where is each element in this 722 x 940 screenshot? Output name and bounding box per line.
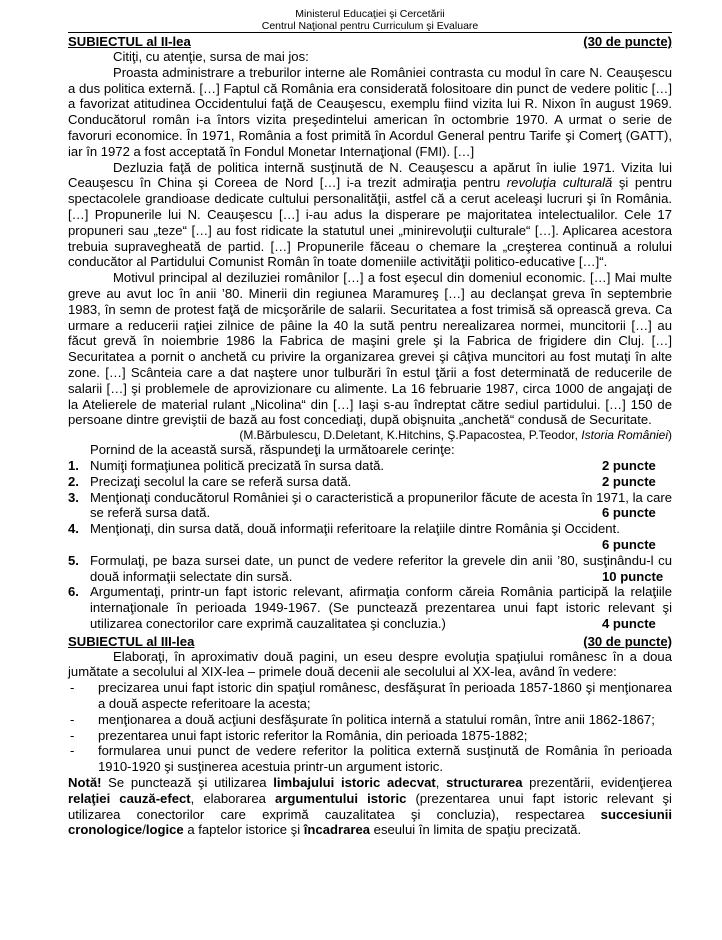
question-number: 1. <box>68 457 79 473</box>
question-points: 10 puncte <box>602 568 664 584</box>
note: Notă! Se punctează şi utilizarea limbajului istoric adecvat, structurarea prezentării, evidenţierea relaţiei cauză-efect, elaborarea argumentului istoric (prezentarea unui fapt istoric relevant şi utilizarea conectorilor care exprimă cauzalitatea şi concluzia), respectarea succesiunii cronologice/logice a faptelor istorice şi încadrarea eseului în limita de spaţiu precizată. <box>68 775 672 838</box>
question-item <box>68 458 672 474</box>
question-points: 6 puncte <box>602 536 656 552</box>
questions-intro: Pornind de la această sursă, răspundeţi la următoarele cerinţe: <box>90 442 455 458</box>
ministry-name: Ministerul Educaţiei şi Cercetării <box>295 8 445 20</box>
requirement-text: menţionarea a două acţiuni desfăşurate în politica internă a statului român, între anii 1862-1867; <box>98 711 655 727</box>
bullet: - <box>70 711 75 727</box>
question-text: Menţionaţi conducătorul României şi o caracteristică a propunerilor făcute de acesta în 1971, la care se referă sursa dată. 6 puncte <box>90 489 672 521</box>
question-item <box>68 490 672 522</box>
section-2-heading <box>68 34 672 49</box>
source-citation: (M.Bărbulescu, D.Deletant, K.Hitchins, Ş.Papacostea, P.Teodor, Istoria României) <box>239 428 672 443</box>
question-item <box>68 474 672 490</box>
bullet: - <box>70 680 75 696</box>
instruction: Citiţi, cu atenţie, sursa de mai jos: <box>113 49 309 64</box>
source-paragraph-2: Dezluzia faţă de politica internă susţinută de N. Ceauşescu a apărut în iulie 1971. Vizita lui Ceauşescu în China şi Coreea de Nord […] i-a trezit admiraţia pentru revoluţia culturală şi pentru spectacolele grandioase dedicate cultului personalităţii, astfel că a cerut aceleaşi lucruri şi în România. […] Propunerile lui N. Ceauşescu […] i-au adus la disperare pe majoritatea intelectualilor. Cele 17 propuneri sau „teze“ […] au fost ridicate la statutul unei „minirevoluţii culturale“ […]. Aplicarea acestora trebuia supravegheată de partid. […] Propunerile făceau o chemare la „creşterea continuă a rolului conducător al Partidului Comunist Român în toate domeniile activităţii politico-educative […]“. <box>68 159 672 270</box>
question-points: 6 puncte <box>602 505 656 521</box>
section-2-title: SUBIECTUL al II-lea <box>68 34 191 49</box>
essay-requirement <box>68 743 672 775</box>
essay-requirement <box>68 680 672 712</box>
bullet: - <box>70 727 75 743</box>
requirement-text: formularea unui punct de vedere referitor la politica externă susţinută de România în perioada 1910-1920 şi susţinerea acestuia printr-un argument istoric. <box>98 743 672 775</box>
question-points: 4 puncte <box>602 615 656 631</box>
question-number: 3. <box>68 489 79 505</box>
section-3-points: (30 de puncte) <box>583 633 672 649</box>
center-name: Centrul Naţional pentru Curriculum şi Evaluare <box>68 20 672 33</box>
question-item <box>68 553 672 585</box>
question-number: 2. <box>68 473 79 489</box>
section-3-title: SUBIECTUL al III-lea <box>68 633 195 649</box>
question-text: Menţionaţi, din sursa dată, două informaţii referitoare la relaţiile dintre România şi Occident. 6 puncte <box>90 521 672 553</box>
source-paragraph-3: Motivul principal al deziluziei românilor […] a fost eşecul din domeniul economic. […] Mai multe greve au avut loc în anii ’80. Minerii din regiunea Maramureş […] au declanşat greva în septembrie 1983, în semn de protest faţă de micşorările de salarii. Securitatea a fost trimisă să oprească greva. Ca urmare a reducerii raţiei zilnice de pâine la 40 la sută pentru nerealizarea normei, muncitorii […] au făcut grevă în noiembrie 1986 la Fabrica de maşini grele şi la Fabrica de frigidere din Cluj. […] Securitatea a pornit o anchetă cu privire la organizarea grevei şi câţiva muncitori au fost mutaţi în alte zone. […] Scânteia care a dat naştere unor tulburări în estul ţării a fost determinată de reducerile de salarii […] şi problemele de aprovizionare cu alimente. La 16 februarie 1987, circa 1000 de angajaţi de la Atelierele de material rulant „Nicolina“ din […] Iaşi s-au îndreptat către sediul partidului. […] 150 de persoane dintre greviştii de bază au fost concediaţi, după obişnuita „anchetă“ condusă de Securitate. <box>68 270 672 428</box>
question-text: Numiţi formaţiunea politică precizată în sursa dată. 2 puncte <box>90 458 672 474</box>
question-item <box>68 521 672 553</box>
question-item <box>68 584 672 631</box>
essay-requirements <box>68 680 672 775</box>
question-text: Formulaţi, pe baza sursei date, un punct de vedere referitor la grevele din anii ’80, susţinându-l cu două informaţii selectate din sursă. 10 puncte <box>90 552 672 584</box>
essay-intro: Elaboraţi, în aproximativ două pagini, un eseu despre evoluţia spaţiului românesc în a doua jumătate a secolului al XIX-lea – primele două decenii ale secolului al XX-lea, având în vedere: <box>68 648 672 680</box>
question-number: 4. <box>68 521 79 537</box>
question-number: 6. <box>68 584 79 600</box>
question-text: Argumentaţi, printr-un fapt istoric relevant, afirmaţia conform căreia România participă la relaţiile internaţionale în perioada 1949-1967. (Se punctează prezentarea unui fapt istoric relevant şi utilizarea conectorilor care exprimă cauzalitatea şi concluzia.) 4 puncte <box>90 584 672 631</box>
source-paragraph-1: Proasta administrare a treburilor interne ale României contrasta cu modul în care N. Ceauşescu a dus politica externă. […] Faptul că România era considerată folositoare din punct de vedere politic […] a favorizat atitudinea Occidentului faţă de Ceauşescu, exemplu fiind vizita lui R. Nixon în august 1969. Conducătorul român i-a întors vizita preşedintelui american în octombrie 1970. A urmat o serie de favoruri economice. În 1971, România a fost primită în Acordul General pentru Tarife şi Comerţ (GATT), iar în 1972 a fost acceptată în Fondul Monetar Internaţional (FMI). […] <box>68 64 672 159</box>
question-points: 2 puncte <box>602 473 656 489</box>
header <box>68 8 672 33</box>
question-number: 5. <box>68 552 79 568</box>
requirement-text: prezentarea unui fapt istoric referitor la România, din perioada 1875-1882; <box>98 727 528 743</box>
question-points: 2 puncte <box>602 457 656 473</box>
requirement-text: precizarea unui fapt istoric din spaţiul românesc, desfăşurat în perioada 1857-1860 şi menţionarea a două aspecte referitoare la acesta; <box>98 680 672 712</box>
questions-list <box>68 458 672 632</box>
section-3-heading <box>68 634 672 649</box>
exam-page <box>68 8 672 838</box>
question-text: Precizaţi secolul la care se referă sursa dată. 2 puncte <box>90 474 672 490</box>
essay-requirement <box>68 728 672 744</box>
bullet: - <box>70 743 75 759</box>
essay-requirement <box>68 712 672 728</box>
section-2-points: (30 de puncte) <box>583 34 672 49</box>
